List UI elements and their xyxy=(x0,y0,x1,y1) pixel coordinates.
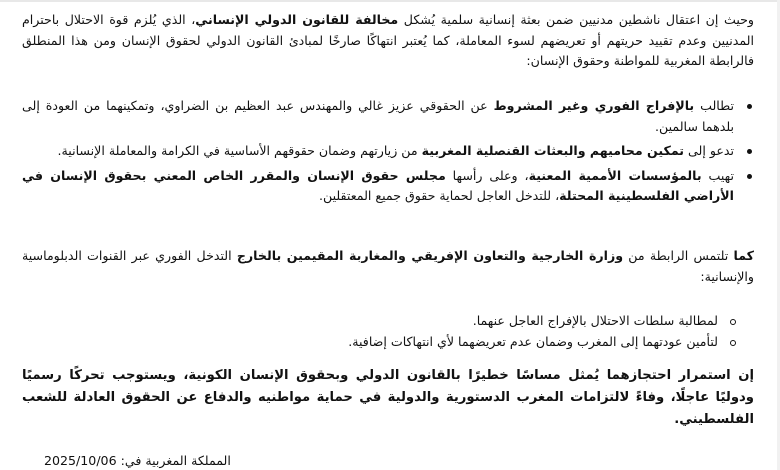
demand-access-post: من زيارتهم وضمان حقوقهم الأساسية في الكرامة والمعاملة الإنسانية. xyxy=(57,143,422,158)
request-text-1: تلتمس الرابطة من xyxy=(623,248,734,263)
demand-release-post: عن الحقوقي عزيز غالي والمهندس عبد العظيم بن الضراوي، وتمكينهما من العودة إلى بلدهما سالمين. xyxy=(22,98,734,134)
footer-date: 2025/10/06 xyxy=(44,453,117,468)
intro-paragraph xyxy=(22,10,754,72)
footer-place: المملكة المغربية في: xyxy=(120,453,231,468)
conclusion-paragraph: إن استمرار احتجازهما يُمثل مساسًا خطيرًا بالقانون الدولي وبحقوق الإنسان الكونية، ويستوجب تحركًا رسميًا ودوليًا عاجلًا، وفاءً لالتزامات المغرب الدستورية والدولية في حماية مواطنيه والدفاع عن الحقوق العادلة للشعب الفلسطيني. xyxy=(22,368,754,427)
demand-access-bold: تمكين محاميهم والبعثات القنصلية المغربية xyxy=(421,143,685,158)
request-item: لتأمين عودتهما إلى المغرب وضمان عدم تعريضهما لأي انتهاكات إضافية. xyxy=(22,332,718,353)
demand-release-bold: بالإفراج الفوري وغير المشروط xyxy=(493,98,695,113)
demand-un-mid: ، وعلى رأسها xyxy=(445,167,529,183)
top-border xyxy=(0,0,780,2)
demand-un-pre: تهيب xyxy=(701,167,734,183)
request-item: لمطالبة سلطات الاحتلال بالإفراج العاجل عنهما. xyxy=(22,311,718,332)
demand-release-pre: تطالب xyxy=(694,98,734,113)
demand-item-un xyxy=(22,166,734,207)
demands-list xyxy=(22,96,754,211)
demand-item-access xyxy=(22,141,734,162)
signature-footer xyxy=(44,452,231,470)
demand-un-post: ، للتدخل العاجل لحماية حقوق جميع المعتقلين. xyxy=(319,188,560,203)
request-paragraph xyxy=(22,246,754,287)
demand-un-bold-2: مجلس حقوق الإنسان والمقرر الخاص المعني بحقوق الإنسان في الأراضي الفلسطينية المحتلة xyxy=(22,167,734,203)
request-bold-start: كما xyxy=(733,248,755,263)
request-text-2: التدخل الفوري عبر القنوات الدبلوماسية والإنسانية: xyxy=(22,248,754,284)
request-ministry-bold: وزارة الخارجية والتعاون الإفريقي والمغاربة المقيمين بالخارج xyxy=(236,248,624,263)
intro-bold-phrase: مخالفة للقانون الدولي الإنساني xyxy=(195,12,399,27)
intro-text-end: ، الذي يُلزم قوة الاحتلال باحترام المدنيين وعدم تقييد حريتهم أو تعريضهم لسوء المعاملة، كما يُعتبر انتهاكًا صارخًا لمبادئ القانون الدولي لحقوق الإنسان ومن هذا المنطلق فالرابطة المغربية للمواطنة وحقوق الإنسان: xyxy=(22,12,754,68)
demand-item-release xyxy=(22,96,734,137)
intro-text-start: وحيث إن اعتقال ناشطين مدنيين ضمن بعثة إنسانية سلمية يُشكل xyxy=(398,12,754,27)
request-items-list xyxy=(22,311,754,352)
demand-un-bold: بالمؤسسات الأممية المعنية xyxy=(528,167,702,183)
demand-access-pre: تدعو إلى xyxy=(684,143,734,158)
